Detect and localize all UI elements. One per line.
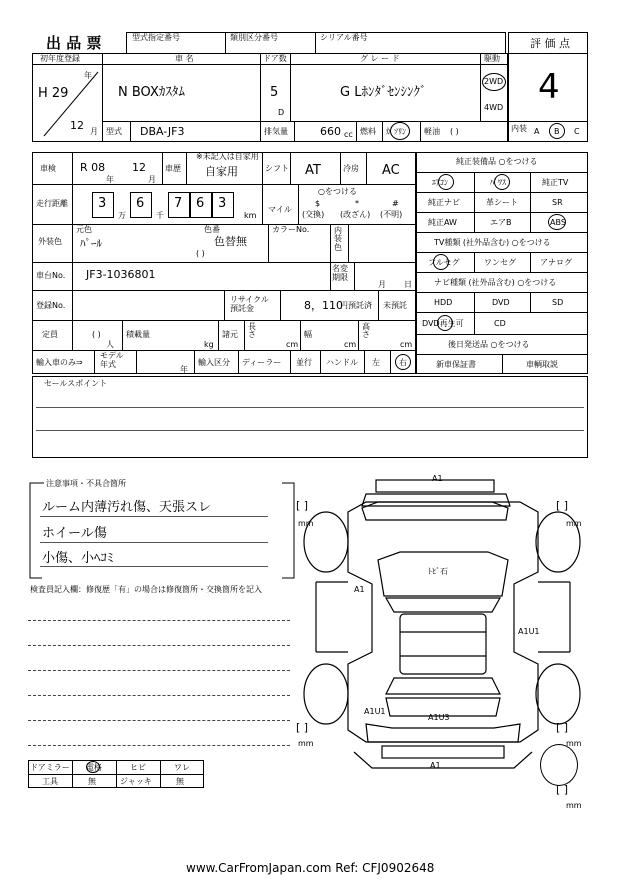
nin-unit: 人: [106, 340, 114, 349]
tv-fullseg: フルセグ: [428, 258, 460, 267]
mirror-crack: ヒビ: [130, 763, 146, 772]
serial-number-label: シリアル番号: [320, 33, 368, 42]
color-no-label: カラーNo.: [272, 225, 310, 234]
meigen-day: 日: [404, 280, 412, 289]
handle-label: ハンドル: [326, 358, 358, 367]
mirror-broken: ワレ: [174, 763, 190, 772]
tire-spare-mm: mm: [566, 801, 582, 810]
exterior-color: ﾊﾟｰﾙ: [80, 237, 102, 250]
later-title: 後日発送品 ○をつける: [448, 340, 530, 349]
equip-alloy: 純正AW: [428, 218, 457, 227]
diesel-label: 軽油: [424, 127, 440, 136]
first-reg-era: H 29: [38, 86, 69, 101]
original-color-label: 元色: [76, 225, 92, 234]
door-mirror-label: ドアミラー: [30, 763, 70, 772]
shaken-month: 12: [132, 161, 146, 174]
sales-point-label: セールスポイント: [44, 379, 108, 388]
capacity-paren: ( ): [92, 330, 101, 339]
fuel-gasoline: ｶﾞｿﾘﾝ: [386, 127, 406, 136]
note-line-2: ホイール傷: [42, 526, 107, 541]
equip-sunroof: SR: [552, 198, 563, 207]
handle-left: 左: [372, 358, 380, 367]
shaken-label: 車検: [40, 164, 56, 173]
sen-unit: 千: [156, 211, 164, 220]
notes-title: 注意事項・不具合箇所: [46, 479, 126, 488]
shaken-year-unit: 年: [106, 175, 114, 184]
first-reg-label: 初年度登録: [40, 54, 80, 63]
mileage-digit-2: 6: [136, 196, 145, 211]
capacity-label: 定員: [42, 330, 58, 339]
door-count: 5: [270, 85, 279, 100]
door-d: D: [278, 108, 285, 117]
car-name: N BOXｶｽﾀﾑ: [118, 85, 185, 100]
navi-sd: SD: [552, 298, 564, 307]
equip-aircon: ｴｱｺﾝ: [432, 178, 448, 187]
color-paren: ( ): [196, 249, 205, 258]
drive-label: 駆動: [484, 54, 500, 63]
recycle-fee: 8，110: [304, 299, 343, 312]
interior-a: A: [534, 127, 540, 136]
mileage-digit-3: 7: [174, 196, 183, 211]
color-number-label: 色番: [204, 225, 220, 234]
mileage-circle-note: ○をつける: [318, 187, 357, 196]
parallel-import: 並行: [296, 358, 312, 367]
tire-rr-mm: mm: [566, 739, 582, 748]
navi-cd: CD: [494, 319, 506, 328]
cc-unit: cc: [344, 130, 353, 139]
interior-color-label: 内 装 色: [334, 226, 342, 252]
air-conditioner: AC: [382, 163, 400, 178]
size-label: 諸元: [222, 330, 238, 339]
damage-rear-bumper: A1: [430, 761, 441, 770]
mileage-digit-5: 3: [218, 196, 227, 211]
model-year-unit: 年: [180, 365, 188, 374]
new-car-warranty: 新車保証書: [436, 360, 476, 369]
tire-rl-mm: mm: [298, 739, 314, 748]
model-year-label: モデル 年式: [100, 351, 124, 369]
height-label: 高 さ: [362, 322, 370, 340]
jack-value: 無: [176, 777, 184, 786]
ac-label: 冷房: [343, 164, 359, 173]
import-type-label: 輸入区分: [198, 358, 230, 367]
header-id-box: [126, 32, 506, 54]
km-unit: km: [244, 211, 257, 220]
navi-dvd: DVD: [492, 298, 510, 307]
registration-label: 登録No.: [36, 301, 66, 310]
equip-navi: 純正ナビ: [428, 198, 460, 207]
equip-power-steering: ﾊﾟﾜｽ: [490, 178, 506, 187]
jack-label: ジャッキ: [120, 777, 152, 786]
damage-hood: ﾄﾋﾞ石: [428, 567, 448, 576]
name-change-label: 名変 期限: [332, 264, 348, 282]
grade-score-label: 評 価 点: [530, 37, 570, 50]
damage-rear-panel: A1U3: [428, 713, 450, 722]
recycle-unpaid: 未預託: [383, 301, 407, 310]
tire-rr-bracket: [ ]: [556, 721, 569, 734]
equip-leather: 革シート: [486, 198, 518, 207]
tools-value: 無: [88, 777, 96, 786]
shift: AT: [305, 163, 321, 178]
mirror-power-folding: 電格: [86, 763, 102, 772]
tire-rl-bracket: [ ]: [296, 721, 309, 734]
grade-text: G Lﾎﾝﾀﾞｾﾝｼﾝｸﾞ: [340, 85, 427, 100]
model-label: 型式: [106, 127, 122, 136]
tire-fl-mm: mm: [298, 519, 314, 528]
width-unit: cm: [344, 340, 357, 349]
navi-hdd: HDD: [434, 298, 453, 307]
mileage-label: 走行距離: [36, 199, 68, 208]
tv-title: TV種類 (社外品含む) ○をつける: [434, 238, 551, 247]
chassis-number: JF3-1036801: [86, 268, 156, 281]
fumei-label: (不明): [380, 210, 403, 219]
import-only-label: 輸入車のみ⇒: [36, 358, 83, 367]
mileage-digit-4: 6: [196, 196, 205, 211]
equip-airbag: エアB: [490, 218, 512, 227]
equip-abs: ABS: [550, 218, 566, 227]
navi-title: ナビ種類 (社外品含む) ○をつける: [434, 278, 557, 287]
load-label: 積載量: [126, 330, 150, 339]
interior-label: 内装: [511, 124, 527, 133]
damage-front-bumper: A1: [432, 474, 443, 483]
equip-tv: 純正TV: [542, 178, 569, 187]
tire-fl-bracket: [ ]: [296, 499, 309, 512]
tv-analog: アナログ: [540, 258, 572, 267]
kg-unit: kg: [204, 340, 214, 349]
inspector-note: 検査員記入欄：修復歴「有」の場合は修復箇所・交換箇所を記入: [30, 585, 262, 594]
displacement-label: 排気量: [264, 127, 288, 136]
damage-left-rear: A1U1: [364, 707, 386, 716]
height-unit: cm: [400, 340, 413, 349]
type-designation-label: 型式指定番号: [132, 33, 180, 42]
handle-right: 右: [399, 358, 407, 367]
length-unit: cm: [286, 340, 299, 349]
sheet-title: 出 品 票: [46, 34, 102, 52]
damage-left-front-door: A1: [354, 585, 365, 594]
length-label: 長 さ: [248, 322, 256, 340]
history-note: ※未記入は自家用: [196, 152, 259, 161]
history-label: 車歴: [165, 164, 181, 173]
kaizan-label: (改ざん): [340, 210, 371, 219]
month-unit: 月: [90, 127, 98, 136]
tire-spare-bracket: [ ]: [556, 783, 569, 796]
drive-2wd: 2WD: [484, 77, 504, 86]
spare-tire: [540, 744, 578, 786]
tire-fr-bracket: [ ]: [556, 499, 569, 512]
grade-label: グ レ ー ド: [360, 54, 400, 63]
displacement: 660: [320, 125, 341, 138]
navi-dvd-play: DVD再生可: [422, 319, 464, 328]
color-label: 外装色: [38, 237, 62, 246]
first-reg-month: 12: [70, 119, 84, 132]
owner-manual: 車輌取説: [526, 360, 558, 369]
fuel-label: 燃料: [360, 127, 376, 136]
meigen-month: 月: [378, 280, 386, 289]
tools-label: 工具: [42, 777, 58, 786]
footer-reference: www.CarFromJapan.com Ref: CFJ0902648: [186, 861, 435, 875]
color-change: 色替無: [214, 235, 247, 248]
note-line-3: 小傷、小ﾍｺﾐ: [42, 551, 114, 566]
sales-point-box: [32, 376, 588, 458]
shaken-month-unit: 月: [148, 175, 156, 184]
chassis-label: 車台No.: [36, 271, 66, 280]
dollar-mark: $: [315, 199, 321, 208]
hash-mark: #: [392, 199, 399, 208]
mileage-digit-1: 3: [98, 196, 107, 211]
shaken-year: R 08: [80, 161, 106, 174]
car-name-label: 車 名: [175, 54, 194, 63]
dealer-import: ディーラー: [242, 358, 282, 367]
mirror-circle: [86, 761, 100, 773]
year-unit: 年: [84, 71, 92, 80]
fuel-other: ( ): [450, 127, 459, 136]
tire-fr-mm: mm: [566, 519, 582, 528]
koukan-label: (交換): [302, 210, 325, 219]
note-line-1: ルーム内薄汚れ傷、天張スレ: [42, 500, 212, 515]
mile-label: マイル: [268, 205, 292, 214]
width-label: 幅: [304, 330, 312, 339]
model-code: DBA-JF3: [140, 125, 185, 138]
class-number-label: 類別区分番号: [230, 33, 278, 42]
interior-b: B: [554, 127, 560, 136]
grade-score: 4: [538, 67, 560, 107]
man-unit: 万: [118, 211, 126, 220]
interior-c: C: [574, 127, 580, 136]
drive-4wd: 4WD: [484, 103, 504, 112]
damage-right-door: A1U1: [518, 627, 540, 636]
tv-oneseg: ワンセグ: [484, 258, 516, 267]
shift-label: シフト: [265, 164, 289, 173]
equip-title: 純正装備品 ○をつける: [456, 157, 538, 166]
recycle-label: リサイクル 預託金: [230, 295, 269, 314]
usage-history: 自家用: [205, 165, 238, 178]
door-count-label: ドア数: [263, 54, 287, 63]
recycle-unit: 円預託済: [340, 301, 372, 310]
star-mark: *: [355, 199, 359, 208]
